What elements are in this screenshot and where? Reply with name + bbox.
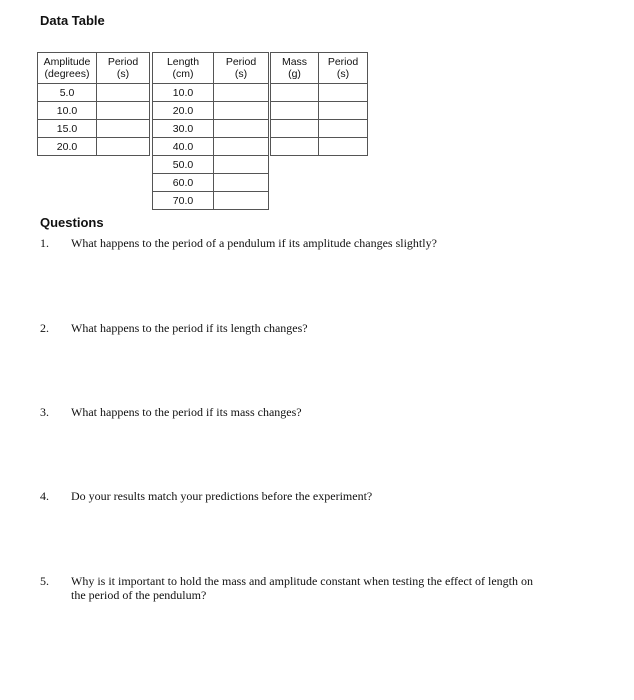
period-cell[interactable] — [214, 120, 269, 138]
period-cell[interactable] — [214, 192, 269, 210]
table-row — [153, 102, 269, 120]
length-cell: 20.0 — [153, 102, 214, 120]
period-cell[interactable] — [319, 102, 368, 120]
column-header: Period (s) — [214, 53, 269, 84]
mass-cell[interactable] — [271, 102, 319, 120]
length-cell: 50.0 — [153, 156, 214, 174]
mass-table — [270, 52, 368, 156]
table-row — [153, 192, 269, 210]
amplitude-cell: 20.0 — [38, 138, 97, 156]
table-row — [38, 102, 150, 120]
table-row — [153, 120, 269, 138]
length-cell: 30.0 — [153, 120, 214, 138]
length-cell: 10.0 — [153, 84, 214, 102]
period-cell[interactable] — [97, 102, 150, 120]
table-header-row — [153, 53, 269, 84]
table-row — [38, 138, 150, 156]
table-row — [153, 174, 269, 192]
period-cell[interactable] — [97, 138, 150, 156]
amplitude-cell: 10.0 — [38, 102, 97, 120]
question-number: 5. — [40, 574, 49, 588]
question-text: What happens to the period if its length changes? — [71, 321, 308, 335]
amplitude-table — [37, 52, 150, 156]
question-text: What happens to the period if its mass changes? — [71, 405, 302, 419]
period-cell[interactable] — [214, 138, 269, 156]
length-cell: 40.0 — [153, 138, 214, 156]
amplitude-cell: 5.0 — [38, 84, 97, 102]
period-cell[interactable] — [97, 84, 150, 102]
table-row — [271, 120, 368, 138]
period-cell[interactable] — [214, 84, 269, 102]
question-number: 1. — [40, 236, 49, 250]
table-row — [153, 84, 269, 102]
table-row — [38, 84, 150, 102]
period-cell[interactable] — [319, 120, 368, 138]
questions-heading: Questions — [40, 215, 104, 230]
question-number: 3. — [40, 405, 49, 419]
table-header-row — [271, 53, 368, 84]
page-title: Data Table — [40, 13, 105, 28]
table-row — [153, 138, 269, 156]
table-row — [271, 138, 368, 156]
mass-cell[interactable] — [271, 84, 319, 102]
column-header: Length (cm) — [153, 53, 214, 84]
mass-cell[interactable] — [271, 120, 319, 138]
table-header-row — [38, 53, 150, 84]
period-cell[interactable] — [319, 84, 368, 102]
column-header: Mass (g) — [271, 53, 319, 84]
table-row — [38, 120, 150, 138]
period-cell[interactable] — [214, 174, 269, 192]
table-row — [153, 156, 269, 174]
length-cell: 60.0 — [153, 174, 214, 192]
column-header: Amplitude (degrees) — [38, 53, 97, 84]
period-cell[interactable] — [214, 102, 269, 120]
period-cell[interactable] — [97, 120, 150, 138]
question-text: What happens to the period of a pendulum if its amplitude changes slightly? — [71, 236, 437, 250]
question-number: 4. — [40, 489, 49, 503]
question-number: 2. — [40, 321, 49, 335]
period-cell[interactable] — [214, 156, 269, 174]
table-row — [271, 102, 368, 120]
amplitude-cell: 15.0 — [38, 120, 97, 138]
period-cell[interactable] — [319, 138, 368, 156]
question-text: Do your results match your predictions before the experiment? — [71, 489, 373, 503]
length-cell: 70.0 — [153, 192, 214, 210]
question-text: Why is it important to hold the mass and amplitude constant when testing the effect of length on the period of the pendulum? — [71, 574, 534, 602]
mass-cell[interactable] — [271, 138, 319, 156]
column-header: Period (s) — [97, 53, 150, 84]
column-header: Period (s) — [319, 53, 368, 84]
table-row — [271, 84, 368, 102]
length-table — [152, 52, 269, 210]
